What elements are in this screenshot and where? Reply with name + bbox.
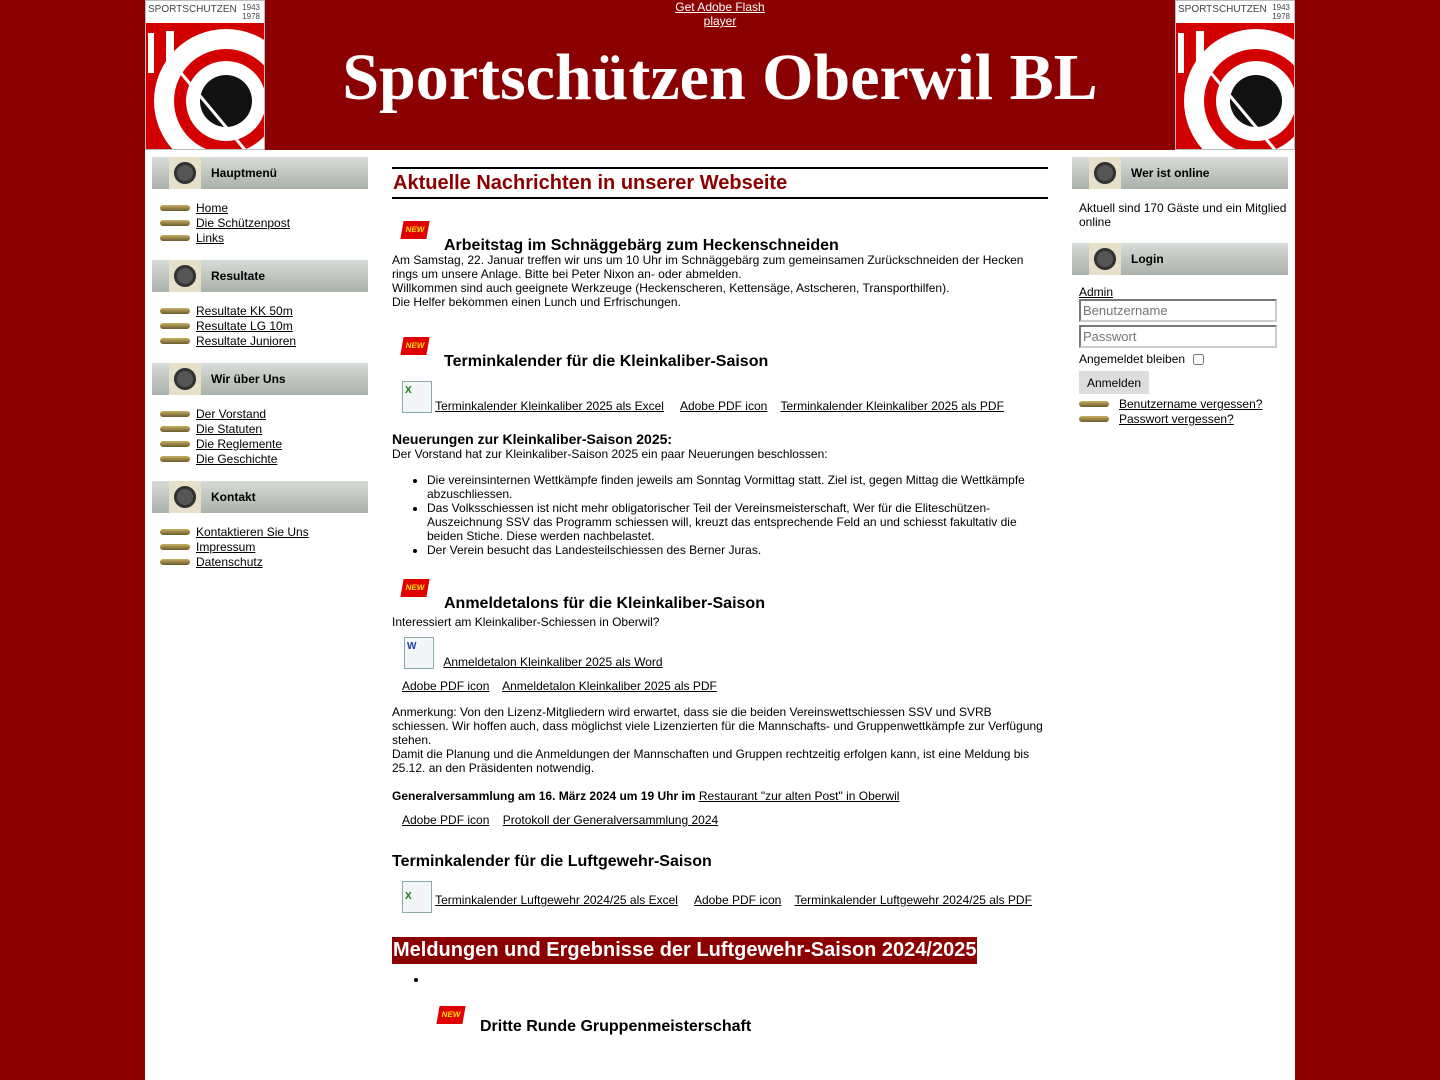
menu-item-results-kk[interactable] — [152, 304, 368, 319]
download-link-gv-protocol[interactable]: Protokoll der Generalversammlung 2024 — [502, 813, 719, 827]
excel-icon: X — [402, 881, 432, 913]
module-title: Wir über Uns — [211, 372, 286, 386]
bullet-icon — [160, 441, 190, 447]
menu-item-privacy[interactable] — [152, 555, 368, 570]
module-header-results — [152, 260, 368, 292]
bullet-icon — [160, 559, 190, 565]
forgot-password-link[interactable]: Passwort vergessen? — [1119, 412, 1234, 426]
menu-link[interactable]: Resultate LG 10m — [196, 319, 293, 333]
target-icon — [169, 157, 201, 189]
menu-link[interactable]: Resultate KK 50m — [196, 304, 293, 318]
main-menu — [152, 201, 368, 246]
bullet-icon — [160, 456, 190, 462]
left-sidebar — [152, 157, 368, 584]
logo-text: SPORTSCHUTZEN — [148, 4, 237, 15]
logo-year: 1943 — [1272, 3, 1290, 12]
article-title: Terminkalender für die Luftgewehr-Saison — [392, 853, 712, 870]
download-link-lg-pdf[interactable]: Terminkalender Luftgewehr 2024/25 als PDF — [794, 893, 1032, 907]
download-link-kk-pdf[interactable]: Terminkalender Kleinkaliber 2025 als PDF — [780, 399, 1004, 413]
download-link-lg-excel[interactable]: Terminkalender Luftgewehr 2024/25 als Excel — [435, 893, 678, 907]
right-sidebar — [1072, 157, 1288, 441]
remember-label: Angemeldet bleiben — [1079, 352, 1186, 366]
article-text: Willkommen sind auch geeignete Werkzeuge (Heckenscheren, Kettensäge, Astscheren, Transporthilfen). — [392, 281, 950, 295]
site-title: Sportschützen Oberwil BL — [342, 41, 1098, 114]
menu-link[interactable]: Links — [196, 231, 225, 245]
download-link-talon-word[interactable]: Anmeldetalon Kleinkaliber 2025 als Word — [443, 655, 663, 669]
main-content — [392, 167, 1048, 1035]
new-icon: • NEW — [436, 1006, 465, 1024]
menu-link[interactable]: Der Vorstand — [196, 407, 267, 421]
article-title: Dritte Runde Gruppenmeisterschaft — [480, 1018, 752, 1035]
menu-item-contact-us[interactable] — [152, 525, 368, 540]
logo-year: 1978 — [242, 12, 260, 21]
article-title-row — [428, 992, 1048, 1035]
article-title-row — [392, 329, 1048, 369]
menu-link[interactable]: Datenschutz — [196, 555, 263, 569]
download-row — [392, 679, 1048, 693]
download-row — [392, 637, 1048, 669]
menu-item-results-lg[interactable] — [152, 319, 368, 334]
password-input[interactable] — [1079, 325, 1277, 348]
bullet-icon — [160, 323, 190, 329]
new-icon: NEW — [400, 579, 429, 597]
logo-year: 1978 — [1272, 12, 1290, 21]
article-text: Der Vorstand hat zur Kleinkaliber-Saison 2025 ein paar Neuerungen beschlossen: — [392, 447, 828, 461]
results-list — [392, 972, 1048, 1035]
menu-item-statutes[interactable] — [152, 422, 368, 437]
module-title: Kontakt — [211, 490, 256, 504]
page — [145, 0, 1295, 1080]
module-title: Login — [1131, 252, 1164, 266]
list-item — [428, 972, 1048, 1035]
logo-year: 1943 — [242, 3, 260, 12]
menu-link[interactable]: Resultate Junioren — [196, 334, 297, 348]
module-header-main-menu — [152, 157, 368, 189]
restaurant-link[interactable]: Restaurant "zur alten Post" in Oberwil — [698, 789, 900, 803]
pdf-icon[interactable]: Adobe PDF icon — [402, 813, 490, 827]
target-icon — [1089, 157, 1121, 189]
target-icon — [169, 481, 201, 513]
article-title: Arbeitstag im Schnäggebärg zum Heckenschneiden — [444, 237, 839, 254]
menu-link[interactable]: Die Geschichte — [196, 452, 278, 466]
bullet-icon — [160, 544, 190, 550]
download-link-talon-pdf[interactable]: Anmeldetalon Kleinkaliber 2025 als PDF — [502, 679, 717, 693]
site-header — [145, 0, 1295, 150]
new-icon: NEW — [400, 337, 429, 355]
module-header-about — [152, 363, 368, 395]
logo-text: SPORTSCHUTZEN — [1178, 4, 1267, 15]
target-icon — [169, 363, 201, 395]
article-title: Anmeldetalons für die Kleinkaliber-Saison — [444, 595, 765, 612]
bullet-icon — [160, 235, 190, 241]
article-text: Anmerkung: Von den Lizenz-Mitgliedern wird erwartet, dass sie die beiden Vereinswettschiessen SSV und SVRB schiessen. Wir hoffen auch, dass möglichst viele Lizenzierten für die Mannschafts- und Gruppenwettkämpfe zur Verfügung stehen. — [392, 705, 1043, 747]
pdf-icon[interactable]: Adobe PDF icon — [679, 399, 768, 413]
module-title: Resultate — [211, 269, 266, 283]
menu-item-history[interactable] — [152, 452, 368, 467]
target-icon — [1089, 243, 1121, 275]
module-title: Wer ist online — [1131, 166, 1210, 180]
menu-link[interactable]: Die Schützenpost — [196, 216, 291, 230]
bullet-icon — [160, 529, 190, 535]
article-title: Terminkalender für die Kleinkaliber-Saison — [444, 353, 769, 370]
module-title: Hauptmenü — [211, 166, 277, 180]
gv-label: Generalversammlung am 16. März 2024 um 19 Uhr im — [392, 789, 696, 803]
admin-link[interactable]: Admin — [1079, 285, 1114, 299]
list-item: • Der Verein besucht das Landesteilschiessen des Berner Juras. — [427, 543, 1048, 557]
download-row — [392, 381, 1048, 413]
menu-item-results-juniors[interactable] — [152, 334, 368, 349]
download-row — [392, 881, 1048, 913]
flash-player-link[interactable] — [665, 0, 775, 28]
menu-link[interactable]: Kontaktieren Sie Uns — [196, 525, 309, 539]
bullet-icon — [1079, 416, 1109, 422]
module-header-online — [1072, 157, 1288, 189]
results-heading: Meldungen und Ergebnisse der Luftgewehr-Saison 2024/2025 — [392, 937, 977, 964]
bullet-icon — [1079, 401, 1109, 407]
remember-checkbox[interactable] — [1193, 354, 1204, 365]
module-header-contact — [152, 481, 368, 513]
article-text: Am Samstag, 22. Januar treffen wir uns um 10 Uhr im Schnäggebärg zum gemeinsamen Zurückschneiden der Hecken rings um unsere Anlage. Bitte bei Peter Nixon an- oder abmelden. — [392, 253, 1024, 281]
bullet-icon — [160, 220, 190, 226]
forgot-username-link[interactable]: Benutzername vergessen? — [1119, 397, 1263, 411]
pdf-icon[interactable]: Adobe PDF icon — [402, 679, 490, 693]
download-row — [392, 813, 1048, 827]
about-menu — [152, 407, 368, 467]
bullet-icon — [160, 205, 190, 211]
word-icon: W — [404, 637, 434, 669]
contact-menu — [152, 525, 368, 570]
menu-item-links[interactable] — [152, 231, 368, 246]
menu-item-home[interactable] — [152, 201, 368, 216]
gv-notice — [392, 789, 1048, 803]
menu-item-board[interactable] — [152, 407, 368, 422]
username-input[interactable] — [1079, 299, 1277, 322]
club-logo-right — [1175, 0, 1295, 150]
article-text: Damit die Planung und die Anmeldungen der Mannschaften und Gruppen rechtzeitig erfolgen kann, ist eine Meldung bis 25.12. an den Präsidenten notwendig. — [392, 747, 1030, 775]
bullet-icon — [160, 426, 190, 432]
article-text: Die Helfer bekommen einen Lunch und Erfrischungen. — [392, 295, 681, 309]
pdf-icon[interactable]: Adobe PDF icon — [693, 893, 782, 907]
menu-link[interactable]: Home — [196, 201, 229, 215]
menu-item-regulations[interactable] — [152, 437, 368, 452]
login-form — [1072, 285, 1288, 427]
remember-me — [1079, 352, 1288, 366]
forgot-username-item[interactable] — [1079, 397, 1288, 412]
list-item: • Das Volksschiessen ist nicht mehr obligatorischer Teil der Vereinsmeisterschaft, Wer für die Eliteschützen-Auszeichnung SSV das Programm schiessen will, kreuzt das entsprechende Feld an und schiesst fakultativ die beiden Stiche. Diese werden nachbelastet. — [427, 501, 1048, 543]
new-icon: NEW — [400, 221, 429, 239]
article-title-row — [392, 571, 1048, 611]
bullet-icon — [160, 308, 190, 314]
news-list — [392, 473, 1048, 557]
menu-link[interactable]: Impressum — [196, 540, 256, 554]
online-status: Aktuell sind 170 Gäste und ein Mitglied online — [1079, 201, 1287, 229]
flash-player-link-text[interactable]: Get Adobe Flash player — [675, 0, 765, 28]
module-header-login — [1072, 243, 1288, 275]
bullet-icon — [160, 338, 190, 344]
article-text: Interessiert am Kleinkaliber-Schiessen in Oberwil? — [392, 615, 660, 629]
login-button[interactable]: Anmelden — [1079, 371, 1149, 394]
forgot-password-item[interactable] — [1079, 412, 1288, 427]
download-link-kk-excel[interactable]: Terminkalender Kleinkaliber 2025 als Excel — [435, 399, 664, 413]
menu-link[interactable]: Die Statuten — [196, 422, 263, 436]
menu-item-imprint[interactable] — [152, 540, 368, 555]
page-heading: Aktuelle Nachrichten in unserer Webseite — [392, 167, 1048, 199]
excel-icon: X — [402, 381, 432, 413]
section-heading: Neuerungen zur Kleinkaliber-Saison 2025: — [392, 431, 673, 447]
login-help-links — [1079, 397, 1288, 427]
article-title-row — [392, 213, 1048, 253]
results-menu — [152, 304, 368, 349]
list-item: • Die vereinsinternen Wettkämpfe finden jeweils am Sonntag Vormittag statt. Ziel ist, gegen Mittag die Wettkämpfe abzuschliessen. — [427, 473, 1048, 501]
menu-item-schuetzenpost[interactable] — [152, 216, 368, 231]
bullet-icon — [160, 411, 190, 417]
target-icon — [169, 260, 201, 292]
menu-link[interactable]: Die Reglemente — [196, 437, 283, 451]
